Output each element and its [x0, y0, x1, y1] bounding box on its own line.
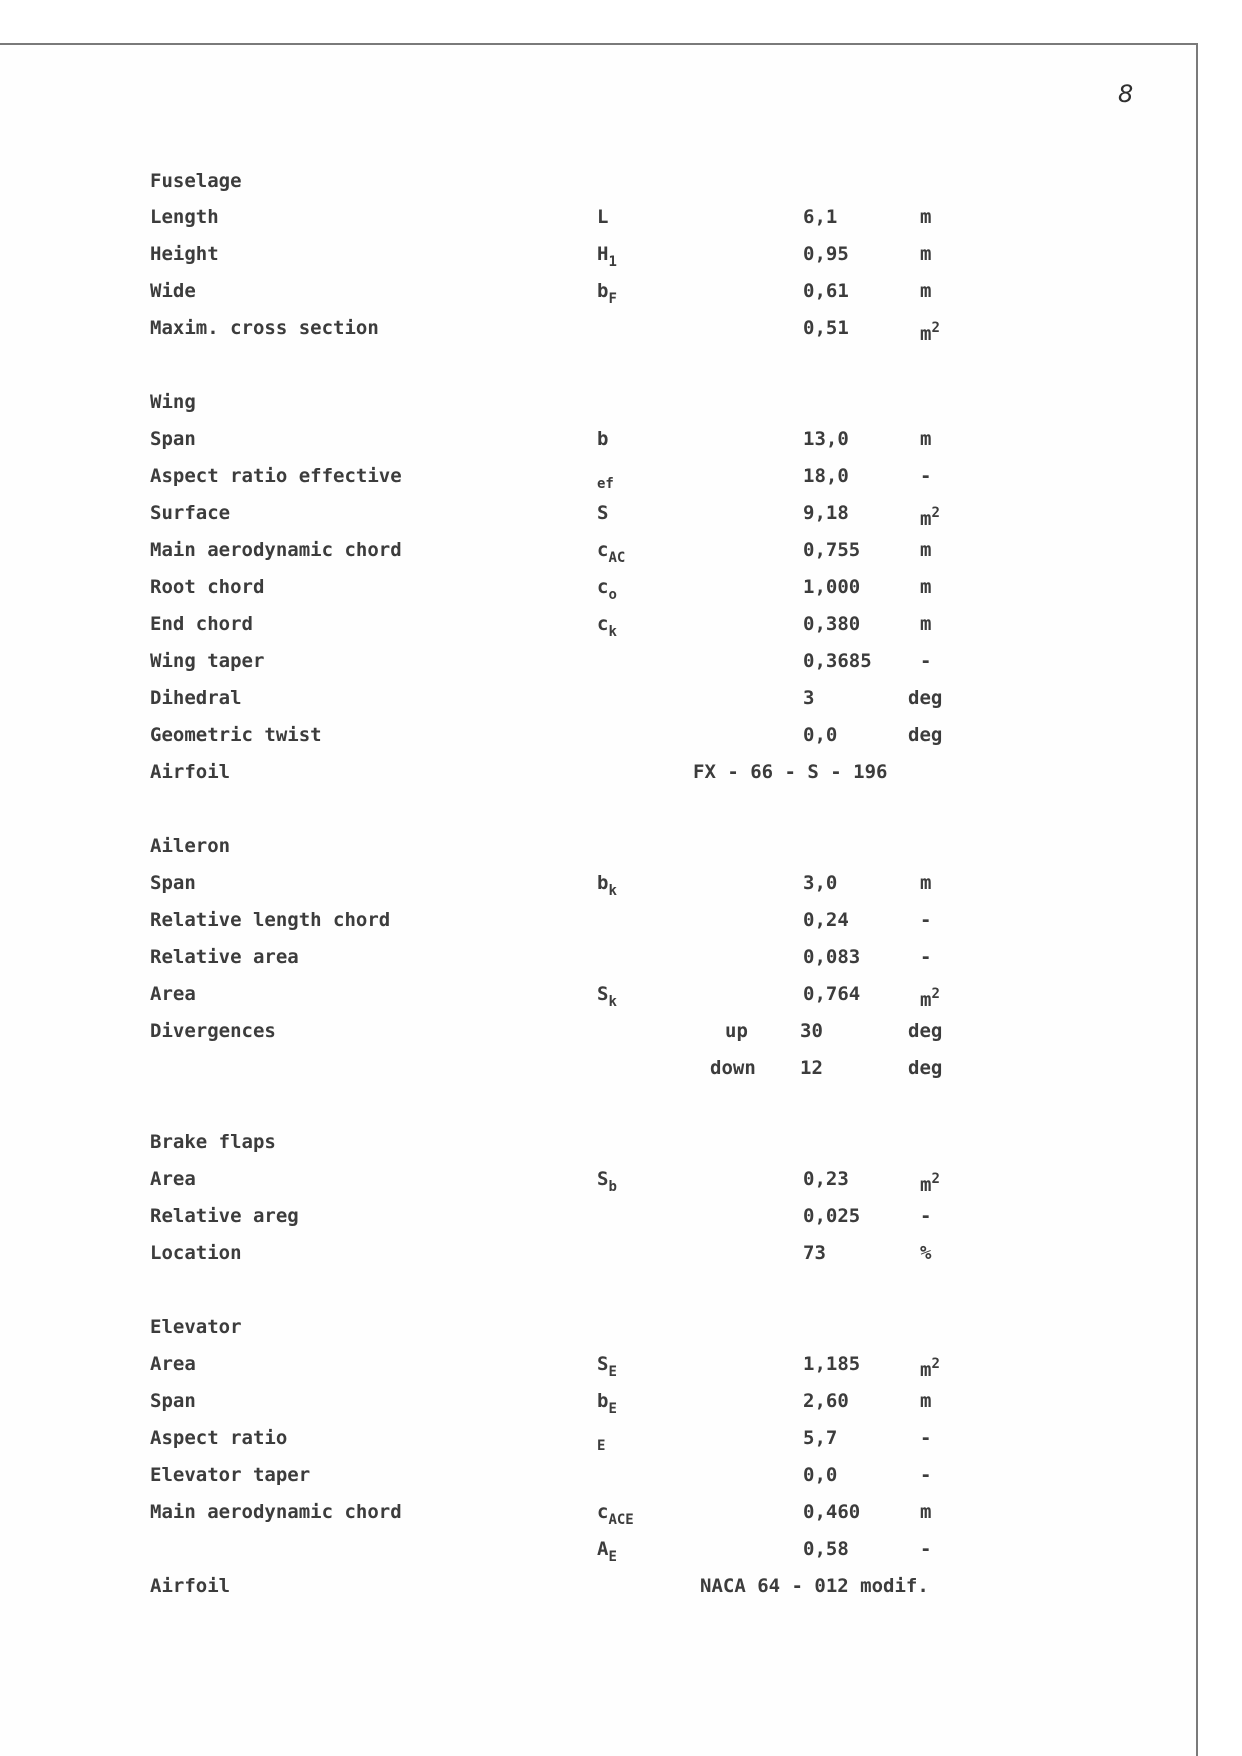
unit-main: %	[920, 1242, 932, 1264]
spec-label: Main aerodynamic chord	[150, 1501, 402, 1523]
unit-main: m	[920, 206, 932, 228]
spec-label: Span	[150, 872, 196, 894]
section-heading: Fuselage	[150, 170, 242, 192]
spec-label: Main aerodynamic chord	[150, 539, 402, 561]
unit-main: deg	[908, 1020, 943, 1042]
unit-main: m	[920, 1390, 932, 1412]
spec-unit	[920, 1205, 931, 1227]
spec-symbol	[597, 1427, 605, 1457]
spec-value: 30	[800, 1020, 823, 1042]
spec-unit	[908, 1057, 942, 1079]
spec-value: 0,24	[803, 909, 849, 931]
spec-unit	[920, 576, 931, 598]
unit-exponent: 2	[931, 320, 940, 336]
spec-value: 12	[800, 1057, 823, 1079]
section-heading: Brake flaps	[150, 1131, 276, 1153]
spec-unit	[920, 650, 931, 672]
unit-exponent: 2	[931, 1171, 940, 1187]
spec-label: Surface	[150, 502, 231, 524]
spec-unit	[920, 613, 931, 635]
spec-symbol	[597, 428, 608, 450]
symbol-subscript: b	[608, 1179, 617, 1195]
symbol-main: H	[597, 243, 609, 265]
spec-value: 0,61	[803, 280, 849, 302]
unit-main: m	[920, 508, 932, 530]
spec-label: Height	[150, 243, 219, 265]
unit-exponent: 2	[931, 986, 940, 1002]
unit-exponent: 2	[931, 1356, 940, 1372]
unit-main: -	[920, 909, 932, 931]
unit-main: m	[920, 539, 932, 561]
spec-symbol	[597, 1501, 634, 1531]
spec-label: Relative areg	[150, 1205, 299, 1227]
spec-value: 0,025	[803, 1205, 861, 1227]
unit-main: -	[920, 465, 932, 487]
unit-main: m	[920, 1501, 932, 1523]
spec-symbol	[597, 539, 625, 569]
unit-main: m	[920, 872, 932, 894]
spec-label: Span	[150, 428, 196, 450]
unit-main: deg	[908, 724, 943, 746]
spec-label: Root chord	[150, 576, 265, 598]
spec-symbol	[597, 576, 617, 606]
spec-unit	[920, 465, 931, 487]
unit-main: m	[920, 989, 932, 1011]
spec-value: 5,7	[803, 1427, 838, 1449]
spec-label: Aspect ratio effective	[150, 465, 402, 487]
spec-label: Relative length chord	[150, 909, 391, 931]
symbol-main: b	[597, 280, 609, 302]
symbol-main: down	[710, 1057, 756, 1079]
spec-symbol	[597, 613, 617, 643]
symbol-main: up	[725, 1020, 748, 1042]
spec-value: 0,764	[803, 983, 861, 1005]
spec-value: 9,18	[803, 502, 849, 524]
symbol-subscript: ef	[597, 476, 614, 492]
section-heading: Wing	[150, 391, 196, 413]
symbol-subscript: k	[608, 883, 617, 899]
spec-value: 3	[803, 687, 815, 709]
spec-value: 0,3685	[803, 650, 872, 672]
spec-label: Area	[150, 1353, 196, 1375]
symbol-main: S	[597, 1168, 609, 1190]
symbol-subscript: ACE	[608, 1512, 634, 1528]
unit-main: m	[920, 613, 932, 635]
spec-value: 0,0	[803, 1464, 838, 1486]
symbol-main: S	[597, 1353, 609, 1375]
spec-value: 0,083	[803, 946, 861, 968]
spec-unit	[920, 317, 940, 345]
unit-main: m	[920, 1359, 932, 1381]
spec-unit	[908, 1020, 942, 1042]
symbol-subscript: AC	[608, 550, 626, 566]
spec-value: 73	[803, 1242, 826, 1264]
symbol-main: L	[597, 206, 609, 228]
spec-value: 6,1	[803, 206, 838, 228]
spec-unit	[920, 872, 931, 894]
symbol-main: c	[597, 613, 609, 635]
symbol-subscript: k	[608, 994, 617, 1010]
unit-main: -	[920, 650, 932, 672]
spec-label: End chord	[150, 613, 253, 635]
unit-main: m	[920, 280, 932, 302]
spec-value: 0,23	[803, 1168, 849, 1190]
spec-label: Length	[150, 206, 219, 228]
spec-unit	[920, 280, 931, 302]
spec-value: 1,000	[803, 576, 861, 598]
symbol-subscript: E	[608, 1401, 617, 1417]
spec-unit	[908, 687, 942, 709]
symbol-main: A	[597, 1538, 609, 1560]
spec-label: Location	[150, 1242, 242, 1264]
unit-main: m	[920, 1174, 932, 1196]
spec-value: 18,0	[803, 465, 849, 487]
spec-value: 3,0	[803, 872, 838, 894]
spec-symbol	[597, 465, 614, 495]
spec-label: Dihedral	[150, 687, 242, 709]
spec-label: Wing taper	[150, 650, 265, 672]
spec-value: 0,460	[803, 1501, 861, 1523]
symbol-main: b	[597, 1390, 609, 1412]
spec-value: 1,185	[803, 1353, 861, 1375]
spec-unit	[920, 206, 931, 228]
symbol-main: b	[597, 872, 609, 894]
unit-main: -	[920, 1464, 932, 1486]
spec-label: Area	[150, 1168, 196, 1190]
symbol-main: c	[597, 576, 609, 598]
spec-label: Area	[150, 983, 196, 1005]
spec-unit	[920, 243, 931, 265]
spec-symbol	[597, 206, 608, 228]
spec-symbol	[597, 1168, 617, 1198]
unit-main: -	[920, 1205, 932, 1227]
unit-main: m	[920, 576, 932, 598]
spec-symbol	[597, 502, 608, 524]
spec-label: Span	[150, 1390, 196, 1412]
spec-value: 0,380	[803, 613, 861, 635]
spec-symbol	[597, 1538, 617, 1568]
unit-main: m	[920, 243, 932, 265]
spec-value: FX - 66 - S - 196	[693, 761, 888, 783]
spec-value: NACA 64 - 012 modif.	[700, 1575, 929, 1597]
symbol-subscript: E	[608, 1364, 617, 1380]
spec-symbol	[725, 1020, 748, 1042]
page-number: 8	[1118, 80, 1134, 108]
spec-unit	[920, 1353, 940, 1381]
spec-symbol	[597, 983, 617, 1013]
spec-value: 0,0	[803, 724, 838, 746]
spec-symbol	[597, 872, 617, 902]
symbol-main: b	[597, 428, 609, 450]
spec-symbol	[597, 243, 617, 273]
symbol-subscript: F	[608, 291, 617, 307]
spec-value: 0,95	[803, 243, 849, 265]
spec-value: 13,0	[803, 428, 849, 450]
spec-unit	[920, 1538, 931, 1560]
spec-symbol	[597, 1353, 617, 1383]
spec-label: Geometric twist	[150, 724, 322, 746]
spec-unit	[908, 724, 942, 746]
spec-label: Wide	[150, 280, 196, 302]
spec-unit	[920, 1427, 931, 1449]
spec-unit	[920, 1390, 931, 1412]
unit-main: deg	[908, 687, 943, 709]
symbol-main: S	[597, 983, 609, 1005]
unit-main: -	[920, 946, 932, 968]
spec-unit	[920, 1464, 931, 1486]
symbol-subscript: E	[597, 1438, 606, 1454]
spec-label: Relative area	[150, 946, 299, 968]
spec-symbol	[597, 1390, 617, 1420]
spec-unit	[920, 502, 940, 530]
spec-label: Divergences	[150, 1020, 276, 1042]
spec-label: Maxim. cross section	[150, 317, 379, 339]
unit-main: deg	[908, 1057, 943, 1079]
symbol-main: c	[597, 1501, 609, 1523]
spec-value: 0,58	[803, 1538, 849, 1560]
spec-unit	[920, 1168, 940, 1196]
spec-symbol	[710, 1057, 756, 1079]
unit-main: -	[920, 1538, 932, 1560]
spec-unit	[920, 1242, 931, 1264]
spec-value: 0,51	[803, 317, 849, 339]
spec-value: 0,755	[803, 539, 861, 561]
spec-label: Elevator taper	[150, 1464, 311, 1486]
spec-unit	[920, 428, 931, 450]
unit-main: m	[920, 323, 932, 345]
spec-unit	[920, 946, 931, 968]
symbol-subscript: o	[608, 587, 617, 603]
symbol-subscript: 1	[608, 254, 617, 270]
symbol-main: S	[597, 502, 609, 524]
spec-unit	[920, 539, 931, 561]
spec-unit	[920, 983, 940, 1011]
spec-label: Aspect ratio	[150, 1427, 288, 1449]
spec-label: Airfoil	[150, 761, 231, 783]
spec-label: Airfoil	[150, 1575, 231, 1597]
section-heading: Elevator	[150, 1316, 242, 1338]
symbol-main: c	[597, 539, 609, 561]
symbol-subscript: k	[608, 624, 617, 640]
spec-unit	[920, 1501, 931, 1523]
spec-unit	[920, 909, 931, 931]
symbol-subscript: E	[608, 1549, 617, 1565]
section-heading: Aileron	[150, 835, 231, 857]
spec-symbol	[597, 280, 617, 310]
unit-exponent: 2	[931, 505, 940, 521]
unit-main: -	[920, 1427, 932, 1449]
unit-main: m	[920, 428, 932, 450]
spec-value: 2,60	[803, 1390, 849, 1412]
